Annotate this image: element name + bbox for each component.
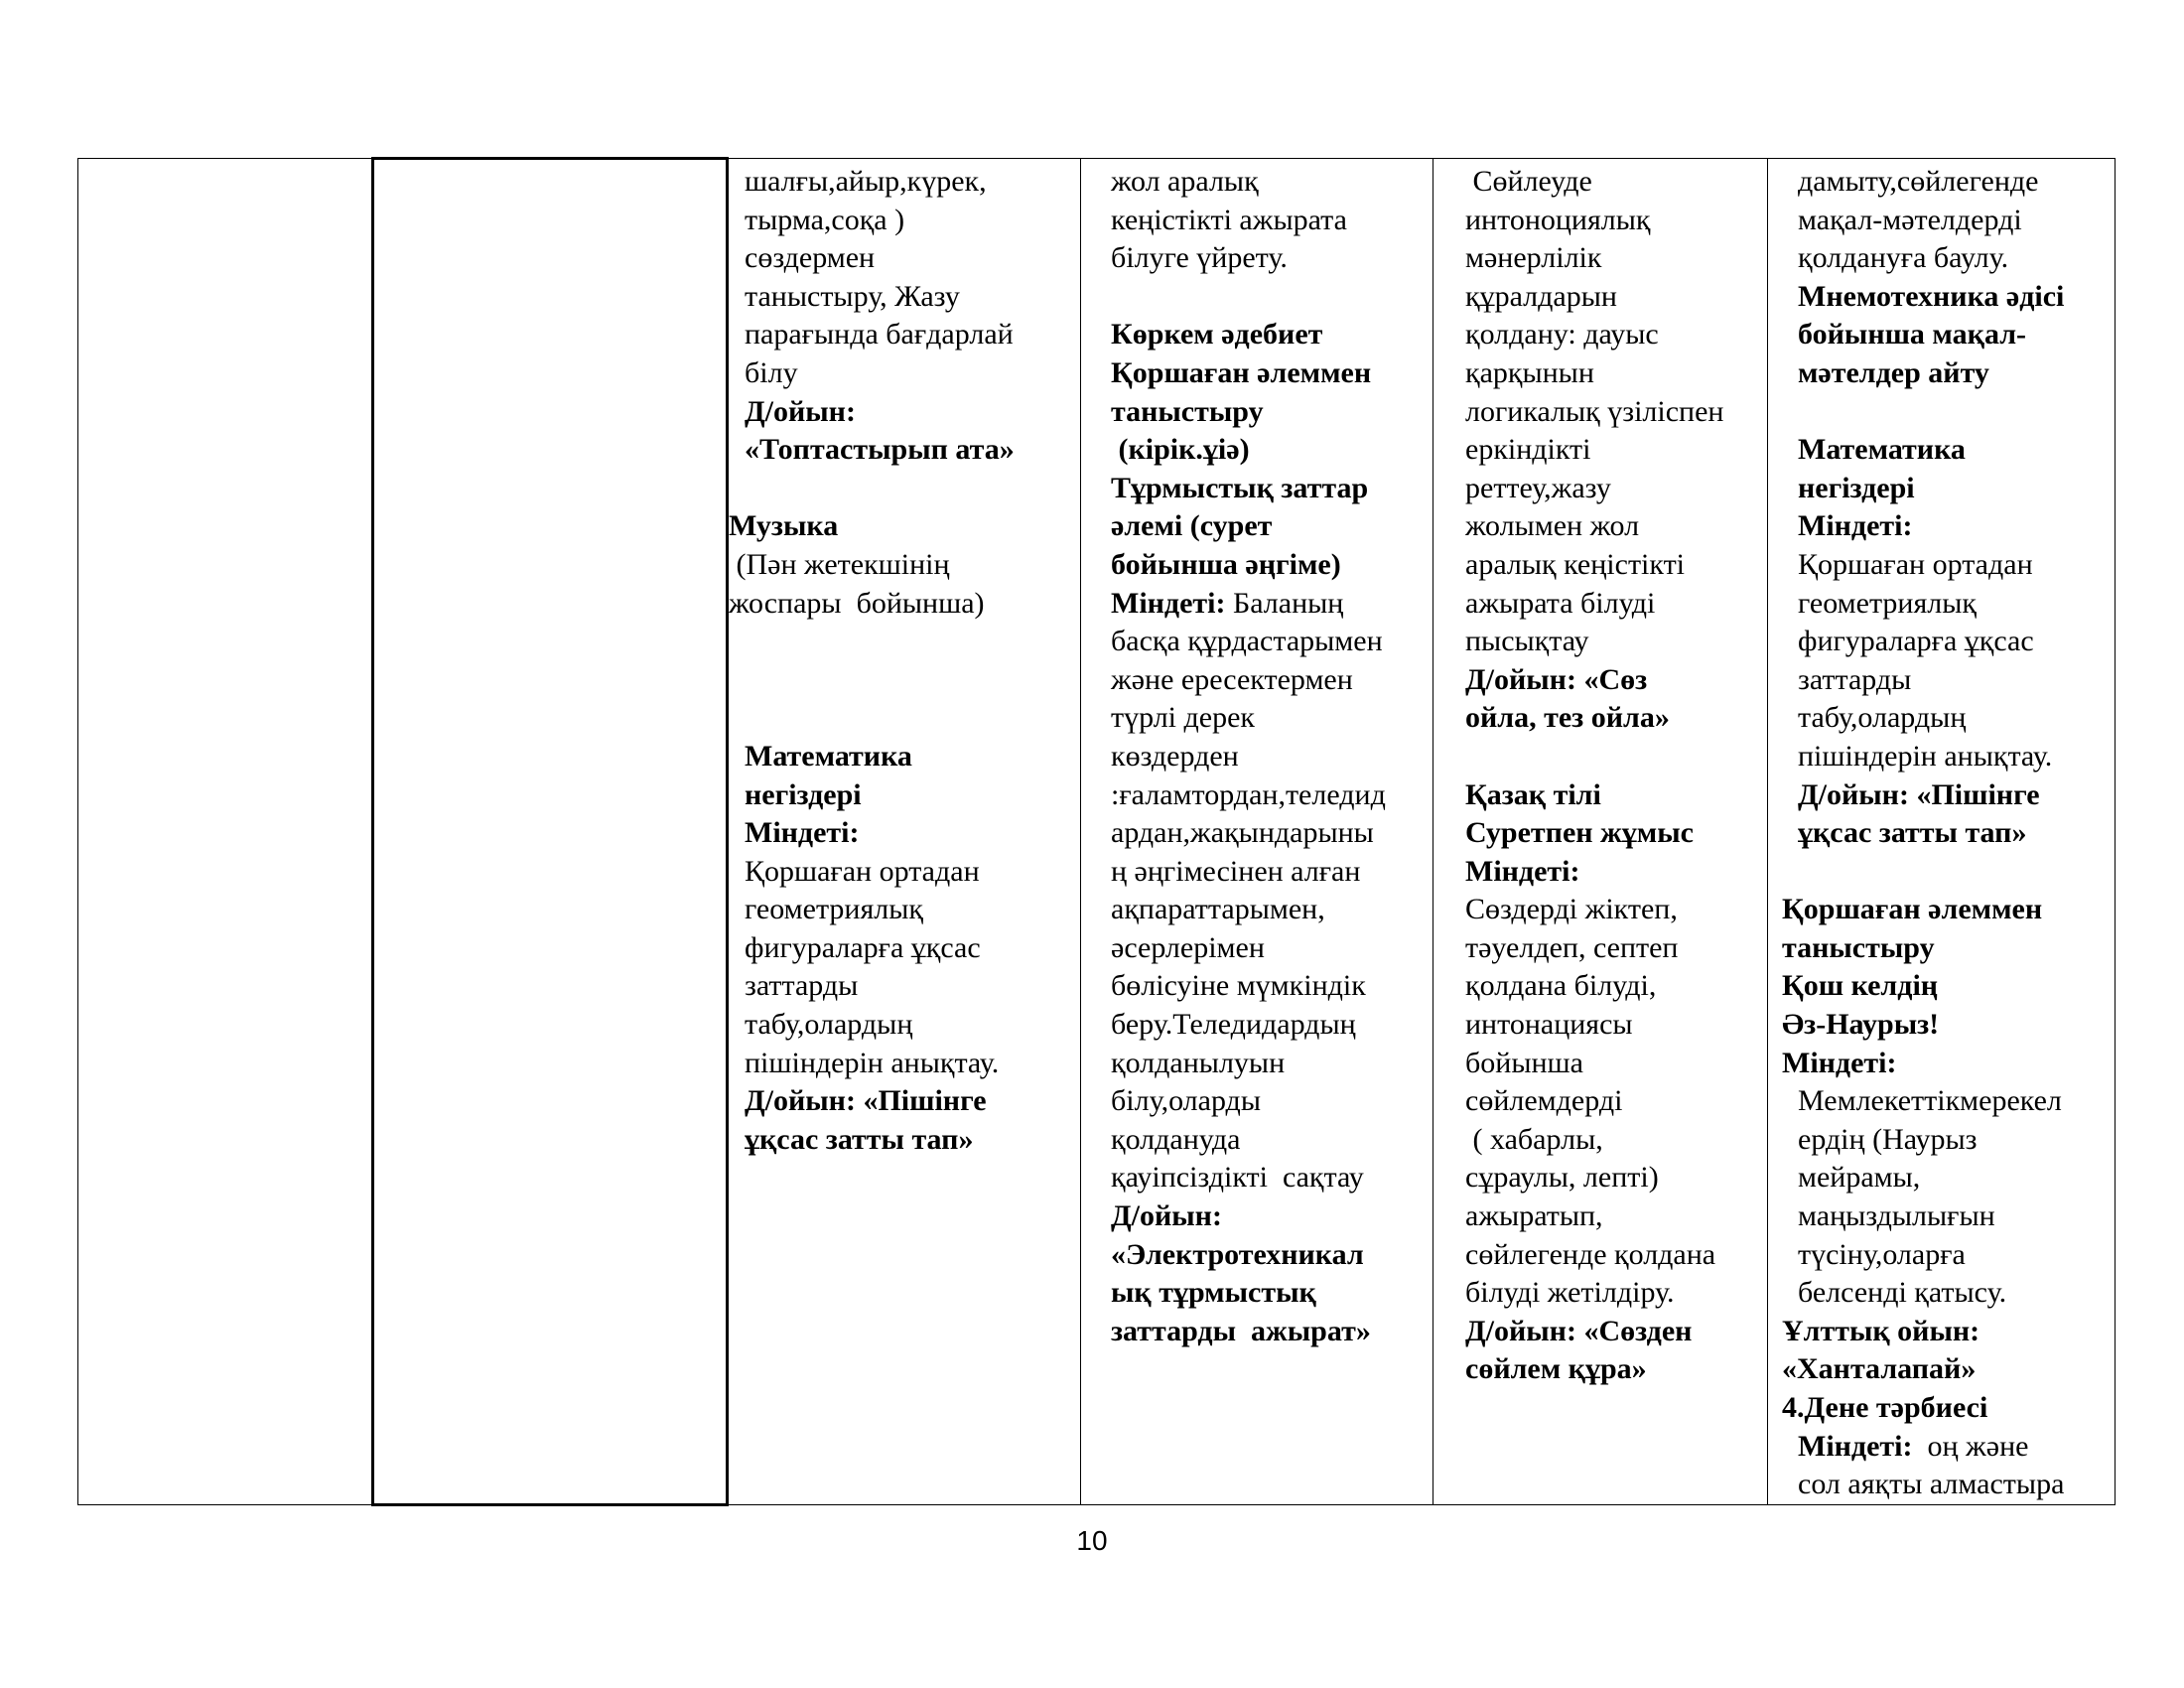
text-segment: ойла, тез ойла» bbox=[1465, 701, 1670, 735]
text-line bbox=[1768, 546, 2115, 585]
text-segment: Міндеті: bbox=[1111, 586, 1226, 620]
text-segment: таныстыру bbox=[1782, 930, 1935, 964]
text-segment: бойынша мақал- bbox=[1798, 318, 2027, 352]
text-line bbox=[1081, 585, 1433, 624]
text-segment: Міндеті: bbox=[745, 816, 860, 850]
text-line bbox=[1768, 623, 2115, 661]
cell-content bbox=[374, 160, 726, 164]
text-line bbox=[729, 470, 1080, 508]
text-line bbox=[1081, 202, 1433, 240]
text-segment: заттарды bbox=[1798, 662, 1912, 696]
text-segment: кеңістікті ажырата bbox=[1111, 203, 1347, 236]
text-line bbox=[729, 546, 1080, 585]
text-line bbox=[1081, 1121, 1433, 1160]
text-line bbox=[1433, 507, 1767, 546]
text-segment: Д/ойын: «Пішінге bbox=[1798, 777, 2040, 811]
text-segment: беру.Теледидардың bbox=[1111, 1008, 1356, 1042]
text-line bbox=[1768, 1082, 2115, 1121]
table-cell-col-4 bbox=[1081, 159, 1433, 1505]
text-line bbox=[729, 202, 1080, 240]
text-segment: мақал-мәтелдерді bbox=[1798, 203, 2022, 236]
text-segment: ақпараттарымен, bbox=[1111, 893, 1325, 926]
text-segment: басқа құрдастарымен bbox=[1111, 625, 1383, 658]
text-line bbox=[729, 623, 1080, 661]
text-line bbox=[1433, 1274, 1767, 1313]
text-segment: «Топтастырып ата» bbox=[745, 433, 1015, 467]
text-line bbox=[1433, 1197, 1767, 1236]
text-segment: ң әңгімесінен алған bbox=[1111, 854, 1361, 888]
text-line bbox=[1081, 163, 1433, 202]
text-line bbox=[1768, 1350, 2115, 1389]
text-line bbox=[1768, 585, 2115, 624]
text-line bbox=[1433, 776, 1767, 815]
text-line bbox=[1768, 699, 2115, 738]
text-line bbox=[1768, 1045, 2115, 1083]
text-line bbox=[1768, 1121, 2115, 1160]
text-line bbox=[1433, 470, 1767, 508]
cell-content bbox=[78, 159, 371, 163]
text-line bbox=[1768, 661, 2115, 700]
text-segment: (кірік.ұіә) bbox=[1111, 433, 1250, 467]
text-segment: және ересектермен bbox=[1111, 662, 1353, 696]
text-line bbox=[1081, 776, 1433, 815]
text-segment: қарқынын bbox=[1465, 355, 1594, 389]
text-segment: Ұлттық ойын: bbox=[1782, 1314, 1980, 1347]
text-segment: табу,олардың bbox=[745, 1008, 913, 1042]
text-segment: мәнерлілік bbox=[1465, 241, 1602, 275]
text-segment: :ғаламтордан,теледид bbox=[1111, 777, 1386, 811]
text-segment: ардан,жақындарыны bbox=[1111, 816, 1374, 850]
text-segment: сөйлегенде қолдана bbox=[1465, 1237, 1716, 1271]
text-line bbox=[1768, 163, 2115, 202]
text-segment: ( хабарлы, bbox=[1465, 1122, 1603, 1156]
text-line bbox=[1768, 1274, 2115, 1313]
text-line bbox=[1433, 1159, 1767, 1197]
text-segment: білуді жетілдіру. bbox=[1465, 1276, 1675, 1310]
text-line bbox=[729, 316, 1080, 354]
text-segment: пішіндерін анықтау. bbox=[745, 1046, 1000, 1079]
text-segment: табу,олардың bbox=[1798, 701, 1967, 735]
text-line bbox=[1768, 1159, 2115, 1197]
text-line bbox=[1768, 1236, 2115, 1275]
text-segment: құралдарын bbox=[1465, 279, 1617, 313]
text-segment: мәтелдер айту bbox=[1798, 355, 1989, 389]
text-line bbox=[1768, 507, 2115, 546]
text-line bbox=[1768, 929, 2115, 968]
text-segment: сөздермен bbox=[745, 241, 876, 275]
text-line bbox=[1081, 853, 1433, 892]
text-line bbox=[729, 393, 1080, 432]
text-line bbox=[1433, 163, 1767, 202]
text-segment: түрлі дерек bbox=[1111, 701, 1255, 735]
text-segment: жол аралық bbox=[1111, 165, 1259, 198]
text-line bbox=[1081, 393, 1433, 432]
text-line bbox=[1081, 623, 1433, 661]
cell-content bbox=[1433, 159, 1767, 1389]
text-segment: қолдану: дауыс bbox=[1465, 318, 1659, 352]
text-line bbox=[729, 853, 1080, 892]
text-segment: қолдануда bbox=[1111, 1122, 1241, 1156]
text-segment: Д/ойын: «Пішінге bbox=[745, 1084, 987, 1118]
text-line bbox=[1433, 354, 1767, 393]
text-segment: бөлісуіне мүмкіндік bbox=[1111, 969, 1366, 1003]
text-segment: геометриялық bbox=[1798, 586, 1977, 620]
text-segment: логикалық үзіліспен bbox=[1465, 394, 1724, 428]
text-line bbox=[729, 814, 1080, 853]
text-segment: парағында бағдарлай bbox=[745, 318, 1014, 352]
text-line bbox=[1433, 738, 1767, 776]
text-segment: Музыка bbox=[729, 509, 839, 543]
text-line bbox=[729, 1045, 1080, 1083]
text-line bbox=[1433, 1045, 1767, 1083]
text-line bbox=[1768, 1197, 2115, 1236]
text-segment: әлемі (сурет bbox=[1111, 509, 1273, 543]
text-segment: Әз-Наурыз! bbox=[1782, 1008, 1940, 1042]
text-line bbox=[1081, 738, 1433, 776]
text-segment: шалғы,айыр,күрек, bbox=[745, 165, 987, 198]
text-segment: таныстыру, Жазу bbox=[745, 279, 960, 313]
text-segment: интонациясы bbox=[1465, 1008, 1633, 1042]
text-segment: білу bbox=[745, 355, 798, 389]
text-line bbox=[1768, 1006, 2115, 1045]
text-segment: фигураларға ұқсас bbox=[745, 930, 981, 964]
text-line bbox=[1081, 470, 1433, 508]
text-segment: заттарды bbox=[745, 969, 859, 1003]
text-segment: Д/ойын: bbox=[1111, 1199, 1222, 1233]
text-segment: білуге үйрету. bbox=[1111, 241, 1288, 275]
text-line bbox=[1081, 661, 1433, 700]
text-segment: ұқсас затты тап» bbox=[745, 1122, 974, 1156]
text-segment: Сөздерді жіктеп, bbox=[1465, 893, 1678, 926]
text-line bbox=[1081, 316, 1433, 354]
text-segment: жоспары бойынша) bbox=[729, 586, 985, 620]
text-line bbox=[729, 967, 1080, 1006]
text-line bbox=[1081, 929, 1433, 968]
text-segment: оң және bbox=[1912, 1429, 2029, 1463]
text-line bbox=[1433, 431, 1767, 470]
text-line bbox=[1768, 354, 2115, 393]
text-line bbox=[729, 507, 1080, 546]
table-cell-col-5 bbox=[1433, 159, 1768, 1505]
text-line bbox=[1081, 354, 1433, 393]
text-line bbox=[1433, 891, 1767, 929]
text-segment: қолданылуын bbox=[1111, 1046, 1286, 1079]
text-line bbox=[1768, 278, 2115, 317]
text-segment: еркіндікті bbox=[1465, 433, 1591, 467]
text-line bbox=[1433, 585, 1767, 624]
text-segment: Баланың bbox=[1225, 586, 1344, 620]
text-line bbox=[1768, 1428, 2115, 1467]
text-segment: тәуелдеп, септеп bbox=[1465, 930, 1679, 964]
text-line bbox=[1433, 853, 1767, 892]
text-segment: түсіну,оларға bbox=[1798, 1237, 1966, 1271]
text-segment: 4.Дене тәрбиесі bbox=[1782, 1391, 1988, 1424]
text-line bbox=[1768, 1389, 2115, 1428]
table-row bbox=[78, 159, 2116, 1505]
text-segment: Мнемотехника әдісі bbox=[1798, 279, 2065, 313]
text-line bbox=[1768, 891, 2115, 929]
text-line bbox=[729, 1006, 1080, 1045]
text-line bbox=[729, 1121, 1080, 1160]
text-line bbox=[729, 929, 1080, 968]
text-line bbox=[1433, 278, 1767, 317]
text-segment: Міндеті: bbox=[1798, 509, 1913, 543]
text-line bbox=[1081, 278, 1433, 317]
text-segment: ажыратып, bbox=[1465, 1199, 1603, 1233]
text-segment: таныстыру bbox=[1111, 394, 1264, 428]
text-line bbox=[1081, 1082, 1433, 1121]
text-segment: Қоршаған әлеммен bbox=[1111, 355, 1372, 389]
text-segment: тырма,соқа ) bbox=[745, 203, 905, 236]
text-segment: негіздері bbox=[745, 777, 862, 811]
text-line bbox=[1081, 1236, 1433, 1275]
text-line bbox=[1768, 776, 2115, 815]
text-line bbox=[1081, 814, 1433, 853]
text-segment: Математика bbox=[745, 739, 912, 773]
text-segment: негіздері bbox=[1798, 471, 1915, 504]
text-segment: ажырата білуді bbox=[1465, 586, 1656, 620]
cell-content bbox=[729, 159, 1080, 1159]
text-segment: реттеу,жазу bbox=[1465, 471, 1611, 504]
text-line bbox=[729, 661, 1080, 700]
text-segment: Қош келдің bbox=[1782, 969, 1939, 1003]
text-line bbox=[1081, 1159, 1433, 1197]
text-line bbox=[1081, 1274, 1433, 1313]
text-line bbox=[1081, 1006, 1433, 1045]
text-line bbox=[1768, 1466, 2115, 1504]
text-segment: аралық кеңістікті bbox=[1465, 547, 1686, 581]
table-cell-col-3 bbox=[728, 159, 1081, 1505]
text-segment: «Электротехникал bbox=[1111, 1237, 1364, 1271]
text-line bbox=[1433, 623, 1767, 661]
text-line bbox=[1081, 891, 1433, 929]
text-segment: (Пән жетекшінің bbox=[729, 547, 950, 581]
text-line bbox=[729, 431, 1080, 470]
text-segment: пішіндерін анықтау. bbox=[1798, 739, 2053, 773]
text-segment: «Ханталапай» bbox=[1782, 1352, 1977, 1386]
text-line bbox=[1433, 967, 1767, 1006]
text-segment: Д/ойын: «Сөз bbox=[1465, 662, 1648, 696]
text-segment: белсенді қатысу. bbox=[1798, 1276, 2007, 1310]
text-segment: Тұрмыстық заттар bbox=[1111, 471, 1369, 504]
text-segment: Д/ойын: bbox=[745, 394, 856, 428]
text-segment: фигураларға ұқсас bbox=[1798, 625, 2034, 658]
text-line bbox=[1081, 507, 1433, 546]
table-cell-col-1 bbox=[78, 159, 373, 1505]
text-line bbox=[1768, 738, 2115, 776]
page-number: 10 bbox=[1076, 1525, 1108, 1556]
text-line bbox=[1433, 1236, 1767, 1275]
text-segment: Сөйлеуде bbox=[1465, 165, 1592, 198]
text-segment: геометриялық bbox=[745, 893, 923, 926]
text-segment: мейрамы, bbox=[1798, 1161, 1921, 1195]
text-line bbox=[1433, 1350, 1767, 1389]
text-segment: бойынша әңгіме) bbox=[1111, 547, 1341, 581]
text-line bbox=[1081, 1313, 1433, 1351]
text-segment: Міндеті: bbox=[1782, 1046, 1897, 1079]
text-line bbox=[729, 354, 1080, 393]
text-segment: жолымен жол bbox=[1465, 509, 1640, 543]
text-segment: бойынша bbox=[1465, 1046, 1583, 1079]
text-segment: қолдануға баулу. bbox=[1798, 241, 2009, 275]
text-line bbox=[1433, 393, 1767, 432]
text-segment: Міндеті: bbox=[1465, 854, 1580, 888]
text-line bbox=[1081, 967, 1433, 1006]
text-line bbox=[1433, 1082, 1767, 1121]
text-segment: сөйлемдерді bbox=[1465, 1084, 1623, 1118]
text-line bbox=[1433, 699, 1767, 738]
text-segment: Қазақ тілі bbox=[1465, 777, 1601, 811]
table-cell-col-2 bbox=[373, 159, 728, 1505]
text-segment: Қоршаған әлеммен bbox=[1782, 893, 2043, 926]
text-line bbox=[729, 699, 1080, 738]
text-segment: дамыту,сөйлегенде bbox=[1798, 165, 2039, 198]
text-line bbox=[1433, 1121, 1767, 1160]
text-line bbox=[1768, 967, 2115, 1006]
text-line bbox=[1081, 431, 1433, 470]
text-segment: сөйлем құра» bbox=[1465, 1352, 1647, 1386]
text-line bbox=[1433, 1006, 1767, 1045]
text-segment: интоноциялық bbox=[1465, 203, 1651, 236]
text-segment: маңыздылығын bbox=[1798, 1199, 1995, 1233]
text-line bbox=[1081, 1045, 1433, 1083]
plan-table bbox=[77, 157, 2116, 1506]
text-segment: көздерден bbox=[1111, 739, 1239, 773]
text-line bbox=[1433, 546, 1767, 585]
text-segment: Математика bbox=[1798, 433, 1966, 467]
text-line bbox=[1433, 1313, 1767, 1351]
text-line bbox=[1081, 1197, 1433, 1236]
text-line bbox=[1768, 1313, 2115, 1351]
text-segment: қолдана білуді, bbox=[1465, 969, 1657, 1003]
text-line bbox=[729, 891, 1080, 929]
text-line bbox=[1768, 316, 2115, 354]
text-segment: Суретпен жұмыс bbox=[1465, 816, 1694, 850]
text-segment: ердің (Наурыз bbox=[1798, 1122, 1978, 1156]
text-segment: ұқсас затты тап» bbox=[1798, 816, 2027, 850]
text-line bbox=[1433, 239, 1767, 278]
text-line bbox=[729, 278, 1080, 317]
text-line bbox=[1768, 239, 2115, 278]
text-line bbox=[1768, 393, 2115, 432]
text-line bbox=[1081, 546, 1433, 585]
text-line bbox=[1433, 661, 1767, 700]
text-segment: сұраулы, лепті) bbox=[1465, 1161, 1659, 1195]
text-line bbox=[1081, 239, 1433, 278]
text-line bbox=[729, 585, 1080, 624]
text-line bbox=[1433, 929, 1767, 968]
table-cell-col-6 bbox=[1768, 159, 2116, 1505]
text-segment: ық тұрмыстық bbox=[1111, 1276, 1316, 1310]
text-line bbox=[1768, 853, 2115, 892]
text-segment: Қоршаған ортадан bbox=[1798, 547, 2033, 581]
text-line bbox=[1433, 202, 1767, 240]
text-line bbox=[729, 738, 1080, 776]
text-segment: Д/ойын: «Сөзден bbox=[1465, 1314, 1693, 1347]
text-line bbox=[729, 163, 1080, 202]
text-segment: Қоршаған ортадан bbox=[745, 854, 980, 888]
text-segment: қауіпсіздікті сақтау bbox=[1111, 1161, 1364, 1195]
text-line bbox=[1433, 814, 1767, 853]
text-segment: білу,оларды bbox=[1111, 1084, 1261, 1118]
text-segment: Көркем әдебиет bbox=[1111, 318, 1323, 352]
cell-content bbox=[1081, 159, 1433, 1350]
text-line bbox=[1768, 202, 2115, 240]
text-segment: пысықтау bbox=[1465, 625, 1589, 658]
text-line bbox=[729, 1082, 1080, 1121]
text-segment: Мемлекеттікмерекел bbox=[1798, 1084, 2062, 1118]
text-line bbox=[729, 776, 1080, 815]
text-segment: әсерлерімен bbox=[1111, 930, 1265, 964]
text-line bbox=[1768, 814, 2115, 853]
text-line bbox=[1768, 431, 2115, 470]
text-segment: заттарды ажырат» bbox=[1111, 1314, 1371, 1347]
text-line bbox=[1081, 699, 1433, 738]
text-line bbox=[729, 239, 1080, 278]
text-line bbox=[1768, 470, 2115, 508]
cell-content bbox=[1768, 159, 2115, 1504]
text-line bbox=[1433, 316, 1767, 354]
text-segment: Міндеті: bbox=[1798, 1429, 1913, 1463]
text-segment: сол аяқты алмастыра bbox=[1798, 1468, 2065, 1501]
